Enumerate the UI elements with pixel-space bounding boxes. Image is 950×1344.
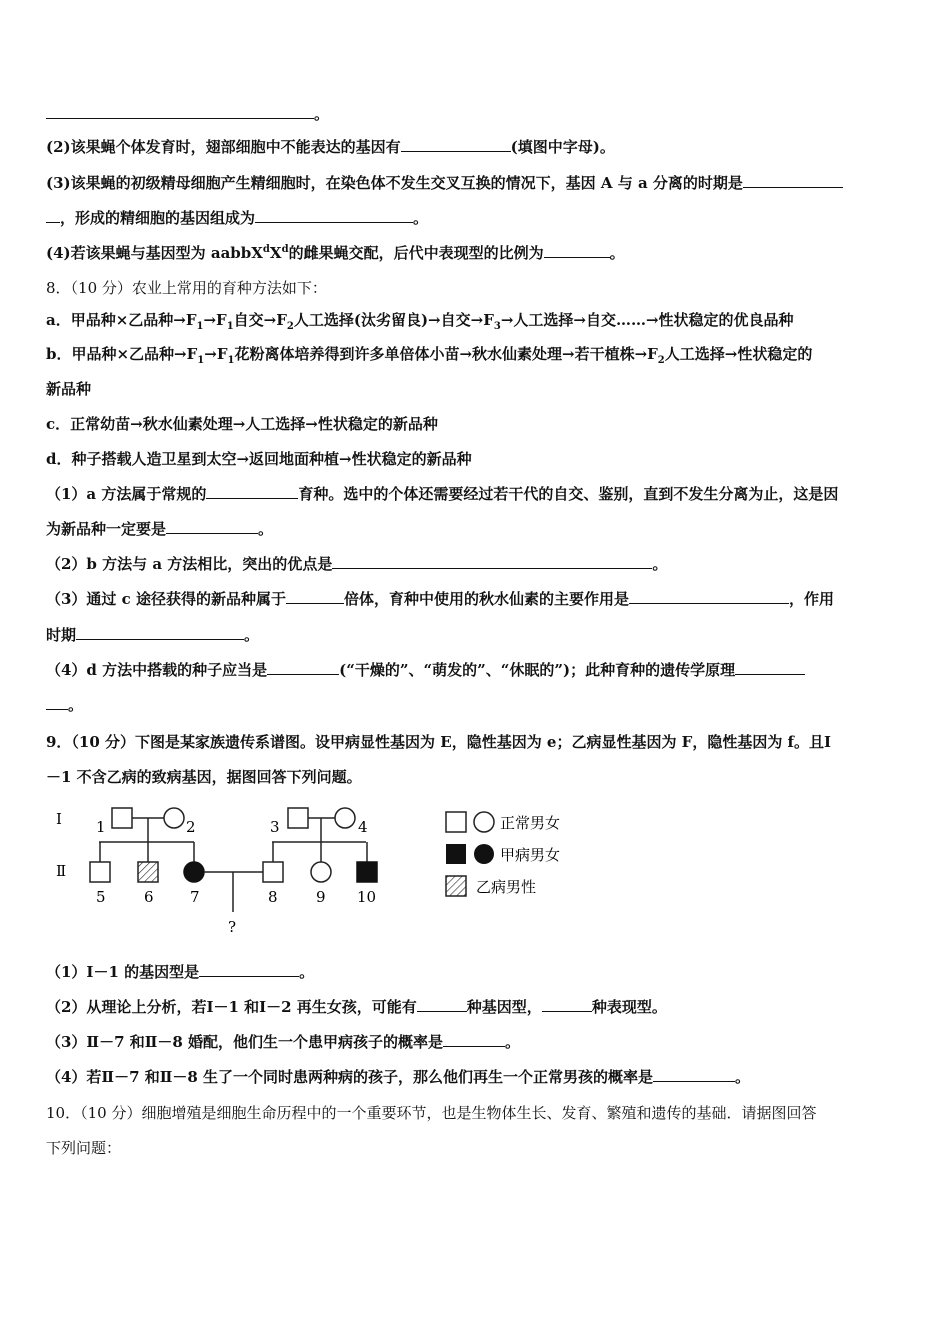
answer-blank[interactable] [542,996,592,1012]
answer-blank[interactable] [743,172,843,188]
q10-title-line1: 10．（10 分）细胞增殖是细胞生命历程中的一个重要环节，也是生物体生长、发育、繁殖和遗传的基础．请据图回答 [46,1104,817,1122]
male-3 [288,808,308,828]
q7-part3-line1: (3)该果蝇的初级精母细胞产生精细胞时，在染色体不发生交叉互换的情况下，基因 A 与 a 分离的时期是 [46,172,904,194]
male-1 [112,808,132,828]
label-4: 4 [358,818,368,836]
female-7-disease-a [184,862,204,882]
answer-blank[interactable] [629,588,789,604]
q9-sub4: （4）若Ⅱ－7 和Ⅱ－8 生了一个同时患两种病的孩子，那么他们再生一个正常男孩的概率是 。 [46,1068,751,1086]
answer-blank[interactable] [286,588,344,604]
q9-sub1: （1）Ⅰ－1 的基因型是 。 [46,963,315,981]
q8-sub4-line2: 。 [46,694,904,716]
answer-blank[interactable] [76,624,244,640]
generation-label-1: Ⅰ [56,810,62,828]
q8-sub2: （2）b 方法与 a 方法相比，突出的优点是 。 [46,555,668,573]
male-10-disease-a [357,862,377,882]
label-3: 3 [270,818,280,836]
q9-sub3: （3）Ⅱ－7 和Ⅱ－8 婚配，他们生一个患甲病孩子的概率是 。 [46,1033,521,1051]
male-5 [90,862,110,882]
legend-normal-label: 正常男女 [500,814,561,832]
answer-blank[interactable] [401,136,511,152]
male-8 [263,862,283,882]
q8-sub1-line2: 为新品种一定要是 。 [46,520,274,538]
q8-sub3-line2: 时期 。 [46,626,260,644]
label-5: 5 [96,888,106,906]
q7-part3-line2: ，形成的精细胞的基因组成为 。 [46,207,904,229]
legend-disease-b-label: 乙病男性 [476,878,537,896]
label-7: 7 [190,888,200,906]
generation-label-2: Ⅱ [56,862,67,880]
answer-blank[interactable] [332,553,652,569]
male-6-disease-b [138,862,158,882]
q8-title: 8．（10 分）农业上常用的育种方法如下： [46,279,327,297]
legend-disease-a-label: 甲病男女 [500,846,561,864]
answer-blank[interactable] [206,483,298,499]
female-9 [311,862,331,882]
q8-method-a: a．甲品种×乙品种$\to F_1\to F_1$自交$\to F_2$人工选择(汰劣留良)→自交$\to F_3\to$人工选择→自交……→性状稳定的优良品种 [46,311,794,332]
q8-method-d: d．种子搭载人造卫星到太空→返回地面种植→性状稳定的新品种 [46,450,472,468]
q9-sub2: （2）从理论上分析，若Ⅰ－1 和Ⅰ－2 再生女孩，可能有 种基因型， 种表现型。 [46,998,667,1016]
answer-blank[interactable] [443,1031,505,1047]
answer-blank[interactable] [735,659,805,675]
answer-blank[interactable] [199,961,299,977]
q8-method-b: b．甲品种×乙品种$\to F_1\to F_1$花粉离体培养得到许多单倍体小苗→秋水仙素处理→若干植株$\to F_2$人工选择→性状稳定的 [46,345,813,366]
q10-title-line2: 下列问题： [46,1139,122,1157]
legend-disease-a-female [474,844,494,864]
q8-sub4-line1: （4）d 方法中搭载的种子应当是 (“干燥的”、“萌发的”、“休眠的”)；此种育种的遗传学原理 [46,659,904,681]
answer-blank[interactable] [267,659,339,675]
label-10: 10 [357,888,377,906]
label-9: 9 [316,888,326,906]
answer-blank[interactable] [46,103,314,119]
female-4 [335,808,355,828]
pedigree-chart [46,796,386,940]
answer-blank[interactable] [255,207,413,223]
q8-method-b-cont: 新品种 [46,380,92,398]
label-2: 2 [186,818,196,836]
answer-blank[interactable] [544,242,610,258]
q8-sub1-line1: （1）a 方法属于常规的 育种。选中的个体还需要经过若干代的自交、鉴别，直到不发生分离为止，这是因 [46,485,839,503]
q7-part4: (4)若该果蝇与基因型为 $aabbX^dX^d$的雌果蝇交配，后代中表现型的比例为 。 [46,244,625,262]
q7-part2: (2)该果蝇个体发育时，翅部细胞中不能表达的基因有 (填图中字母)。 [46,138,615,156]
answer-blank[interactable] [166,518,258,534]
answer-blank[interactable] [46,694,68,710]
q9-title-line1: 9．（10 分）下图是某家族遗传系谱图。设甲病显性基因为 E，隐性基因为 e；乙病显性基因为 F，隐性基因为 f。且Ⅰ [46,733,832,751]
label-1: 1 [96,818,106,836]
legend-disease-a-male [446,844,466,864]
label-unknown-child: ? [228,918,237,936]
q8-sub3-line1: （3）通过 c 途径获得的新品种属于 倍体，育种中使用的秋水仙素的主要作用是 ，作用 [46,590,835,608]
answer-blank[interactable] [417,996,467,1012]
answer-blank[interactable] [653,1066,735,1082]
pedigree-legend [440,806,590,906]
answer-blank[interactable] [46,207,60,223]
q8-method-c: c．正常幼苗→秋水仙素处理→人工选择→性状稳定的新品种 [46,415,438,433]
female-2 [164,808,184,828]
q7-line0: 。 [46,103,904,125]
legend-normal-male [446,812,466,832]
label-8: 8 [268,888,278,906]
legend-disease-b-male [446,876,466,896]
q9-title-line2: －1 不含乙病的致病基因，据图回答下列问题。 [46,768,362,786]
label-6: 6 [144,888,154,906]
legend-normal-female [474,812,494,832]
